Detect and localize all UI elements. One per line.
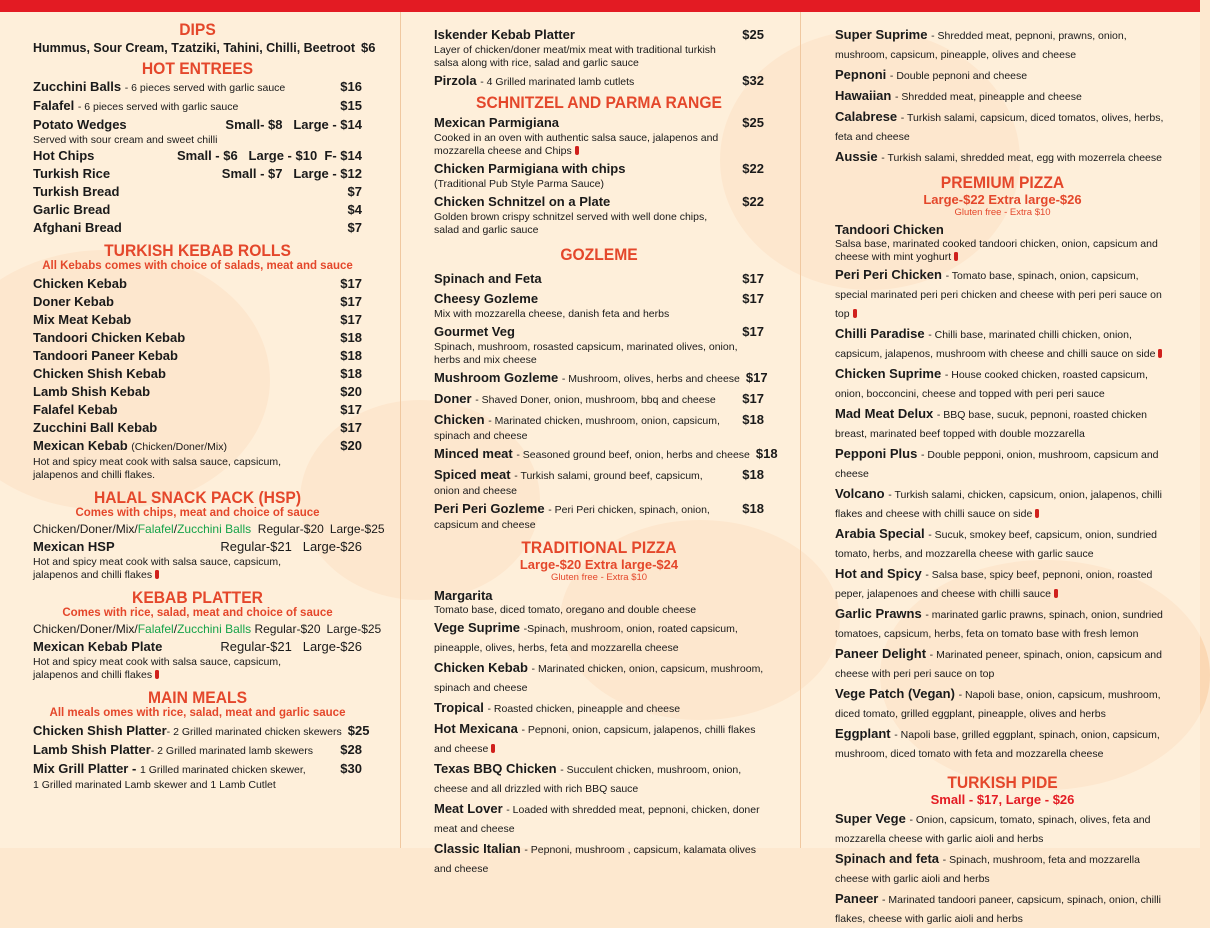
top-red-bar bbox=[0, 0, 1200, 12]
item-name: Arabia Special bbox=[835, 526, 925, 541]
item-name: Volcano bbox=[835, 486, 885, 501]
gluten-free-note: Gluten free - Extra $10 bbox=[954, 207, 1051, 218]
item-inline-desc: - BBQ base, sucuk, pepnoni, roasted chicken breast, marinated beef topped with double mozzarella bbox=[835, 409, 1147, 440]
pide-price: Small - $17, Large - $26 bbox=[930, 792, 1075, 807]
section-title-hot-entrees: HOT ENTREES bbox=[141, 59, 254, 78]
menu-item bbox=[434, 270, 764, 288]
gluten-free-note: Gluten free - Extra $10 bbox=[550, 572, 648, 583]
menu-item-header bbox=[434, 270, 764, 288]
menu-item bbox=[434, 699, 769, 718]
item-name: Mexican Parmigiana bbox=[434, 115, 559, 130]
item-name: Hot Mexicana bbox=[434, 721, 518, 736]
menu-item-header bbox=[434, 390, 764, 409]
chili-icon bbox=[575, 146, 579, 155]
section-title-main-meals: MAIN MEALS bbox=[147, 688, 248, 707]
item-inline-desc: - Succulent chicken, mushroom, onion, cheese and all drizzled with rich BBQ sauce bbox=[434, 764, 742, 795]
menu-column-2 bbox=[400, 12, 800, 875]
item-inline-desc: - Marinated tandoori paneer, capsicum, spinach, onion, chilli flakes, cheese with garlic aioli and herbs bbox=[835, 894, 1161, 925]
menu-item bbox=[835, 26, 1171, 64]
item-price: $17 bbox=[742, 324, 764, 339]
item-inline-desc: - Turkish salami, capsicum, diced tomatos, olives, herbs, feta and cheese bbox=[835, 112, 1164, 143]
item-description: capsicum and cheese bbox=[434, 519, 536, 531]
item-inline-desc: - Napoli base, grilled eggplant, spinach, onion, capsicum, mushroom, diced tomato with feta and mozzarella cheese bbox=[835, 729, 1160, 760]
menu-item: Chicken/Doner/Mix/Falafel/Zucchini Balls Regular-$20 Large-$25 bbox=[33, 622, 382, 636]
item-inline-desc: - Spinach, mushroom, feta and mozzarella cheese with garlic aioli and herbs bbox=[835, 854, 1140, 885]
menu-item bbox=[835, 66, 1171, 85]
item-name: Meat Lover bbox=[434, 801, 503, 816]
item-price: $22 bbox=[742, 194, 764, 209]
menu-column-3 bbox=[800, 12, 1200, 925]
menu-item bbox=[434, 193, 764, 237]
item-price: $17 bbox=[742, 291, 764, 306]
item-description bbox=[434, 604, 769, 617]
item-name: Texas BBQ Chicken bbox=[434, 761, 557, 776]
item-inline-desc: - marinated garlic prawns, spinach, onion, sundried tomatoes, capsicum, herbs, feta on tomato base with fresh lemon bbox=[835, 609, 1163, 640]
item-name: Vege Patch (Vegan) bbox=[835, 686, 955, 701]
item-description: spinach and cheese bbox=[434, 430, 528, 442]
item-text bbox=[835, 565, 1171, 603]
menu-item: Zucchini Balls - 6 pieces served with garlic sauce $16 bbox=[33, 79, 362, 94]
item-description-text: Salsa base, marinated cooked tandoori chicken, onion, capsicum and cheese with mint yoghurt bbox=[835, 238, 1158, 263]
item-text bbox=[835, 148, 1171, 167]
item-description bbox=[434, 178, 734, 191]
item-text bbox=[835, 266, 1171, 323]
item-text bbox=[434, 619, 769, 657]
menu-item bbox=[434, 160, 764, 191]
item-name: Chicken Kebab bbox=[33, 276, 127, 291]
menu-item: Potato Wedges Small- $8 Large - $14 bbox=[33, 117, 362, 132]
item-inline-desc: - Napoli base, onion, capsicum, mushroom, diced tomato, grilled eggplant, pineapple, olives and herbs bbox=[835, 689, 1161, 720]
item-name: Mix Meat Kebab bbox=[33, 312, 132, 327]
item-price: $17 bbox=[340, 276, 362, 291]
item-inline-desc: - Marinated chicken, mushroom, onion, capsicum, bbox=[488, 415, 720, 427]
item-price: $17 bbox=[742, 271, 764, 286]
item-text bbox=[835, 325, 1171, 363]
item-description-text: Golden brown crispy schnitzel served with well done chips, salad and garlic sauce bbox=[434, 211, 708, 236]
item-name-wrap bbox=[434, 323, 515, 341]
item-name: Aussie bbox=[835, 149, 878, 164]
item-name: Pepnoni bbox=[835, 67, 887, 82]
menu-item: Turkish Bread $7 bbox=[33, 184, 362, 199]
item-name: Super Suprime bbox=[835, 27, 928, 42]
menu-item bbox=[835, 325, 1171, 363]
item-name: Vege Suprime bbox=[434, 620, 520, 635]
section-subtitle: All meals omes with rice, salad, meat and garlic sauce bbox=[49, 707, 346, 719]
menu-item bbox=[835, 810, 1171, 848]
menu-item-header bbox=[434, 411, 764, 430]
menu-item: Mexican HSP Regular-$21 Large-$26 bbox=[33, 539, 362, 554]
item-inline-desc: - Turkish salami, ground beef, capsicum, bbox=[514, 470, 703, 482]
menu-item: Mexican Kebab (Chicken/Doner/Mix) $20 bbox=[33, 438, 362, 453]
menu-item bbox=[835, 221, 1171, 264]
item-inline-desc: - House cooked chicken, roasted capsicum, onion, bocconcini, cheese and topped with peri peri sauce bbox=[835, 369, 1148, 400]
item-name: Minced meat bbox=[434, 446, 513, 461]
item-name: Lamb Shish Kebab bbox=[33, 384, 151, 399]
pizza-price: Large-$22 Extra large-$26 bbox=[923, 192, 1082, 207]
menu-item-header bbox=[434, 323, 764, 341]
item-text bbox=[835, 485, 1171, 523]
item-inline-desc: - Double pepnoni and cheese bbox=[889, 70, 1028, 82]
item-text bbox=[835, 685, 1171, 723]
item-price: $18 bbox=[755, 446, 778, 461]
menu-item bbox=[835, 685, 1171, 723]
item-inline-desc: - Onion, capsicum, tomato, spinach, olives, feta and mozzarella cheese with garlic aioli and herbs bbox=[835, 814, 1151, 845]
item-price: $18 bbox=[340, 348, 362, 363]
item-name: Doner Kebab bbox=[33, 294, 114, 309]
item-price: $17 bbox=[340, 420, 362, 435]
item-inline-desc: - Sucuk, smokey beef, capsicum, onion, sundried tomato, herbs, and mozzarella cheese with garlic sauce bbox=[835, 529, 1158, 560]
menu-item bbox=[835, 87, 1171, 106]
item-text bbox=[434, 720, 769, 758]
item-inline-desc: - Marinated chicken, onion, capsicum, mushroom, spinach and cheese bbox=[434, 663, 764, 694]
item-name-wrap bbox=[434, 390, 716, 409]
menu-item-header bbox=[434, 114, 764, 132]
item-text bbox=[434, 840, 769, 878]
item-description-text: Cooked in an oven with authentic salsa sauce, jalapenos and mozzarella cheese and Chips bbox=[434, 132, 719, 157]
item-name: Chicken Schnitzel on a Plate bbox=[434, 194, 611, 209]
item-name: Spinach and feta bbox=[835, 851, 940, 866]
gozleme-list bbox=[434, 270, 778, 532]
section-title-dips: DIPS bbox=[179, 20, 216, 39]
menu-item-header bbox=[434, 466, 764, 485]
item-text bbox=[835, 890, 1171, 928]
item-description: 1 Grilled marinated Lamb skewer and 1 Lamb Cutlet bbox=[33, 779, 276, 791]
menu-item: Mix Grill Platter - 1 Grilled marinated chicken skewer, $30 bbox=[33, 761, 362, 776]
item-text bbox=[835, 645, 1171, 683]
item-text bbox=[835, 26, 1171, 64]
menu-item bbox=[835, 148, 1171, 167]
item-text bbox=[835, 405, 1171, 443]
menu-item: Falafel - 6 pieces served with garlic sauce $15 bbox=[33, 98, 362, 113]
menu-item: Iskender Kebab Platter $25 bbox=[434, 27, 764, 42]
kebab-roll-list bbox=[33, 275, 362, 437]
menu-item: Afghani Bread $7 bbox=[33, 220, 362, 235]
item-description bbox=[434, 132, 734, 158]
item-text bbox=[835, 87, 1171, 106]
item-text bbox=[835, 725, 1171, 763]
menu-item bbox=[33, 329, 362, 347]
item-description: Hot and spicy meat cook with salsa sauce, capsicum, jalapenos and chilli flakes bbox=[33, 556, 282, 581]
item-name: Doner bbox=[434, 391, 472, 406]
menu-item bbox=[434, 659, 769, 697]
item-description: Served with sour cream and sweet chilli bbox=[33, 134, 218, 146]
item-price: $18 bbox=[340, 366, 362, 381]
item-price: $17 bbox=[742, 391, 764, 406]
item-price: $18 bbox=[742, 467, 764, 482]
chili-icon bbox=[954, 252, 958, 261]
item-name: Tandoori Chicken Kebab bbox=[33, 330, 186, 345]
item-inline-desc: - Seasoned ground beef, onion, herbs and cheese bbox=[516, 449, 750, 461]
item-name: Spinach and Feta bbox=[434, 271, 542, 286]
item-name: Mad Meat Delux bbox=[835, 406, 934, 421]
traditional-pizza-list bbox=[434, 587, 764, 878]
section-subtitle: Comes with rice, salad, meat and choice of sauce bbox=[62, 607, 333, 619]
item-name: Cheesy Gozleme bbox=[434, 291, 539, 306]
menu-item bbox=[434, 369, 768, 388]
menu-item-header bbox=[434, 369, 768, 388]
menu-item bbox=[434, 619, 769, 657]
item-price: $18 bbox=[340, 330, 362, 345]
item-text bbox=[835, 221, 1171, 238]
chili-icon bbox=[491, 744, 495, 753]
item-name: Mushroom Gozleme bbox=[434, 370, 559, 385]
item-description-text: (Traditional Pub Style Parma Sauce) bbox=[434, 178, 605, 190]
menu-item bbox=[835, 890, 1171, 928]
menu-item-header bbox=[434, 290, 764, 308]
section-title-kebab-platter: KEBAB PLATTER bbox=[132, 588, 263, 607]
menu-item bbox=[434, 587, 769, 617]
item-name: Chicken Suprime bbox=[835, 366, 942, 381]
item-inline-desc: - Turkish salami, chicken, capsicum, onion, jalapenos, chilli flakes and cheese with chilli sauce on side bbox=[835, 489, 1162, 520]
item-name: Tandoori Paneer Kebab bbox=[33, 348, 178, 363]
item-name: Zucchini Ball Kebab bbox=[33, 420, 158, 435]
chili-icon bbox=[155, 670, 159, 679]
section-title-hsp: HALAL SNACK PACK (HSP) bbox=[93, 488, 302, 507]
menu-item bbox=[835, 725, 1171, 763]
item-name-wrap bbox=[434, 466, 703, 485]
item-name: Falafel Kebab bbox=[33, 402, 118, 417]
item-description-text: Tomato base, diced tomato, oregano and double cheese bbox=[434, 604, 697, 616]
chili-icon bbox=[1035, 509, 1039, 518]
item-name: Chicken Kebab bbox=[434, 660, 528, 675]
item-name: Spiced meat bbox=[434, 467, 511, 482]
item-text bbox=[835, 66, 1171, 85]
section-title-schnitzel: SCHNITZEL AND PARMA RANGE bbox=[476, 93, 722, 112]
menu-item bbox=[434, 390, 764, 409]
item-text bbox=[434, 800, 769, 838]
item-description: Mix with mozzarella cheese, danish feta and herbs bbox=[434, 308, 670, 320]
section-title-traditional-pizza: TRADITIONAL PIZZA bbox=[521, 538, 677, 557]
menu-item bbox=[33, 311, 362, 329]
menu-item bbox=[835, 485, 1171, 523]
menu-item: Hot Chips Small - $6 Large - $10 F- $14 bbox=[33, 148, 362, 163]
pizza-price: Large-$20 Extra large-$24 bbox=[519, 557, 679, 572]
item-inline-desc: - Shredded meat, pineapple and cheese bbox=[894, 91, 1082, 103]
section-title-premium-pizza: PREMIUM PIZZA bbox=[940, 173, 1065, 192]
menu-item bbox=[434, 114, 764, 158]
chili-icon bbox=[155, 570, 159, 579]
menu-item bbox=[33, 293, 362, 311]
item-description: Layer of chicken/doner meat/mix meat with traditional turkish salsa along with rice, salad and garlic sauce bbox=[434, 44, 716, 69]
item-text bbox=[434, 699, 769, 718]
item-price: $25 bbox=[742, 115, 764, 130]
menu-item bbox=[33, 401, 362, 419]
item-price: $17 bbox=[340, 312, 362, 327]
item-name: Chicken bbox=[434, 412, 485, 427]
item-inline-desc: - Mushroom, olives, herbs and cheese bbox=[561, 373, 740, 385]
item-name: Super Vege bbox=[835, 811, 906, 826]
item-text bbox=[835, 850, 1171, 888]
item-text bbox=[434, 760, 769, 798]
menu-item bbox=[434, 466, 764, 498]
item-price: $18 bbox=[742, 412, 764, 427]
item-text bbox=[835, 605, 1171, 643]
item-name-wrap bbox=[434, 290, 538, 308]
item-name: Tropical bbox=[434, 700, 484, 715]
item-name-wrap bbox=[434, 445, 750, 464]
item-inline-desc: - Double pepponi, onion, mushroom, capsicum and cheese bbox=[835, 449, 1159, 480]
item-text bbox=[434, 659, 769, 697]
chili-icon bbox=[1158, 349, 1162, 358]
menu-item bbox=[434, 445, 778, 464]
menu-item bbox=[835, 565, 1171, 603]
menu-item bbox=[835, 445, 1171, 483]
menu-item: Garlic Bread $4 bbox=[33, 202, 362, 217]
item-inline-desc: - Loaded with shredded meat, pepnoni, chicken, doner meat and cheese bbox=[434, 804, 760, 835]
section-title-kebab-rolls: TURKISH KEBAB ROLLS bbox=[104, 241, 291, 260]
item-inline-desc: - Turkish salami, shredded meat, egg with mozerrela cheese bbox=[881, 152, 1162, 164]
menu-item bbox=[33, 419, 362, 437]
item-name: Chilli Paradise bbox=[835, 326, 925, 341]
item-name: Chicken Shish Kebab bbox=[33, 366, 166, 381]
menu-item bbox=[434, 840, 769, 878]
item-price: $22 bbox=[742, 161, 764, 176]
menu-item bbox=[33, 347, 362, 365]
menu-item: Mexican Kebab Plate Regular-$21 Large-$26 bbox=[33, 639, 362, 654]
menu-item: Chicken/Doner/Mix/Falafel/Zucchini Balls Regular-$20 Large-$25 bbox=[33, 522, 385, 536]
item-name: Classic Italian bbox=[434, 841, 521, 856]
item-name: Peri Peri Chicken bbox=[835, 267, 942, 282]
menu-item bbox=[434, 500, 764, 532]
item-description bbox=[835, 238, 1171, 264]
item-name: Tandoori Chicken bbox=[835, 222, 944, 237]
item-inline-desc: - Tomato base, spinach, onion, capsicum, special marinated peri peri chicken and cheese with peri peri sauce on top bbox=[835, 270, 1162, 320]
item-inline-desc: - Roasted chicken, pineapple and cheese bbox=[487, 703, 681, 715]
section-subtitle: Comes with chips, meat and choice of sauce bbox=[75, 507, 320, 519]
menu-item bbox=[33, 275, 362, 293]
item-description: Hot and spicy meat cook with salsa sauce, capsicum, jalapenos and chilli flakes. bbox=[33, 456, 282, 481]
item-name-wrap bbox=[434, 270, 542, 288]
section-title-gozleme: GOZLEME bbox=[560, 245, 638, 264]
item-inline-desc: - Shaved Doner, onion, mushroom, bbq and cheese bbox=[475, 394, 716, 406]
schnitzel-list bbox=[434, 114, 764, 237]
item-inline-desc: - Shredded meat, pepnoni, prawns, onion, mushroom, capsicum, pineapple, olives and cheese bbox=[835, 30, 1127, 61]
item-description: Spinach, mushroom, rosasted capsicum, marinated olives, onion, herbs and mix cheese bbox=[434, 341, 738, 366]
menu-item-header bbox=[434, 193, 764, 211]
menu-item: Chicken Shish Platter- 2 Grilled marinated chicken skewers $25 bbox=[33, 723, 370, 738]
item-inline-desc: - Pepnoni, mushroom , capsicum, kalamata olives and cheese bbox=[434, 844, 757, 875]
item-description: onion and cheese bbox=[434, 485, 517, 497]
menu-item: Hummus, Sour Cream, Tzatziki, Tahini, Chilli, Beetroot $6 bbox=[33, 40, 376, 55]
item-name: Gourmet Veg bbox=[434, 324, 515, 339]
chili-icon bbox=[1054, 589, 1058, 598]
item-text bbox=[835, 810, 1171, 848]
menu-item-header bbox=[434, 160, 764, 178]
item-name: Margarita bbox=[434, 588, 493, 603]
menu-item bbox=[835, 108, 1171, 146]
item-inline-desc: -Spinach, mushroom, onion, roated capsicum, pineapple, olives, herbs, feta and mozzarella cheese bbox=[434, 623, 738, 654]
item-name-wrap bbox=[434, 411, 720, 430]
item-name: Calabrese bbox=[835, 109, 898, 124]
item-description: Hot and spicy meat cook with salsa sauce, capsicum, jalapenos and chilli flakes bbox=[33, 656, 282, 681]
item-name-wrap bbox=[434, 500, 710, 519]
item-name: Paneer bbox=[835, 891, 879, 906]
item-price: $18 bbox=[742, 501, 764, 516]
item-name: Eggplant bbox=[835, 726, 891, 741]
menu-item-header bbox=[434, 500, 764, 519]
menu-item: Lamb Shish Platter- 2 Grilled marinated lamb skewers $28 bbox=[33, 742, 362, 757]
item-price: $17 bbox=[745, 370, 768, 385]
item-name: Peri Peri Gozleme bbox=[434, 501, 545, 516]
menu-item bbox=[33, 383, 362, 401]
menu-item bbox=[835, 266, 1171, 323]
item-text bbox=[434, 587, 769, 604]
pizza-list-continued bbox=[835, 26, 1170, 167]
item-inline-desc: - Salsa base, spicy beef, pepnoni, onion, roasted peper, jalapenoes and cheese with chilli sauce bbox=[835, 569, 1153, 600]
pide-list bbox=[835, 810, 1170, 928]
menu-item bbox=[434, 800, 769, 838]
item-name: Chicken Parmigiana with chips bbox=[434, 161, 626, 176]
menu-item: Pirzola - 4 Grilled marinated lamb cutlets $32 bbox=[434, 73, 764, 88]
chili-icon bbox=[853, 309, 857, 318]
item-name: Pepponi Plus bbox=[835, 446, 918, 461]
item-text bbox=[835, 108, 1171, 146]
item-description bbox=[434, 211, 734, 237]
premium-pizza-list bbox=[835, 221, 1170, 763]
menu-item bbox=[835, 850, 1171, 888]
item-inline-desc: - Marinated peneer, spinach, onion, capsicum and cheese with peri peri sauce on top bbox=[835, 649, 1162, 680]
menu-item bbox=[835, 405, 1171, 443]
menu-item bbox=[33, 365, 362, 383]
item-text bbox=[835, 525, 1171, 563]
menu-column-1 bbox=[0, 12, 400, 848]
menu-item bbox=[434, 760, 769, 798]
item-name: Hot and Spicy bbox=[835, 566, 922, 581]
menu-item bbox=[835, 365, 1171, 403]
menu-item: Turkish Rice Small - $7 Large - $12 bbox=[33, 166, 362, 181]
item-name: Paneer Delight bbox=[835, 646, 927, 661]
item-price: $17 bbox=[340, 402, 362, 417]
item-name-wrap bbox=[434, 369, 740, 388]
item-name: Garlic Prawns bbox=[835, 606, 922, 621]
item-inline-desc: - Peri Peri chicken, spinach, onion, bbox=[548, 504, 710, 516]
menu-item bbox=[434, 323, 764, 367]
item-text bbox=[835, 365, 1171, 403]
menu-item bbox=[434, 720, 769, 758]
menu-item bbox=[835, 645, 1171, 683]
menu-item bbox=[835, 605, 1171, 643]
item-price: $17 bbox=[340, 294, 362, 309]
section-title-turkish-pide: TURKISH PIDE bbox=[947, 773, 1058, 792]
menu-item bbox=[434, 290, 764, 321]
item-inline-desc: - Pepnoni, onion, capsicum, jalapenos, chilli flakes and cheese bbox=[434, 724, 756, 755]
item-price: $20 bbox=[340, 384, 362, 399]
menu-item-header bbox=[434, 445, 778, 464]
item-inline-desc: - Chilli base, marinated chilli chicken, onion, capsicum, jalapenos, mushroom with cheese and chilli sauce on side bbox=[835, 329, 1156, 360]
section-subtitle: All Kebabs comes with choice of salads, meat and sauce bbox=[42, 260, 353, 272]
menu-item bbox=[434, 411, 764, 443]
menu-item bbox=[835, 525, 1171, 563]
item-name: Hawaiian bbox=[835, 88, 892, 103]
item-text bbox=[835, 445, 1171, 483]
